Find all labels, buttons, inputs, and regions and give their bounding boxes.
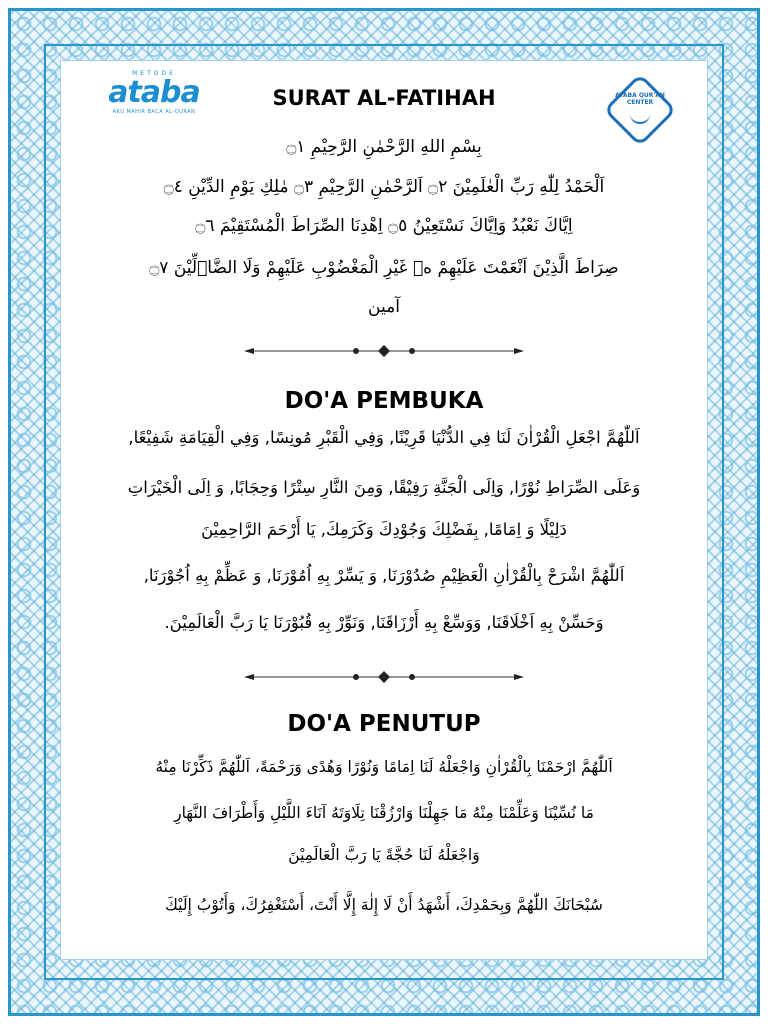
penutup-line-4: سُبْحَانَكَ اللّٰهُمَّ وَبِحَمْدِكَ، أَشْهَدُ أَنْ لَا إِلٰهَ إِلَّا أَنْتَ، أَسْتَغْفِرُكَ، وَأَتُوْبُ إِلَيْكَ [165, 896, 603, 914]
pembuka-line-5: وَحَسِّنْ بِهِ اَخْلَاقَنَا, وَوَسِّعْ بِهِ أَرْزَاقَنَا, وَنَوِّرْ بِهِ قُبُوْرَنَا يَا رَبَّ الْعَالَمِيْنَ. [164, 613, 604, 632]
ornament-divider-2 [244, 670, 524, 684]
logo-top-text: METODE [132, 70, 176, 77]
logo-badge-text: ATABA QUR'AN CENTER [615, 92, 665, 106]
fatihah-line-2: اَلْحَمْدُ لِلّٰهِ رَبِّ الْعٰلَمِيْنَ ۝٢ اَلرَّحْمٰنِ الرَّحِيْمِ ۝٣ مٰلِكِ يَوْمِ الدِّيْنِ ۝٤ [163, 177, 605, 197]
penutup-line-2: مَا نُسِّيْنَا وَعَلِّمْنَا مِنْهُ مَا جَهِلْنَا وَارْزُقْنَا تِلَاوَتَهُ آنَاءَ اللَّيْلِ وَأَطْرَافَ النَّهَارِ [174, 804, 594, 822]
pembuka-line-4: اَللّٰهُمَّ اشْرَحْ بِالْقُرْاٰنِ الْعَظِيْمِ صُدُوْرَنَا, وَ يَسِّرْ بِهِ اُمُوْرَنَا, وَ عَظِّمْ بِهِ اُجُوْرَنَا, [143, 566, 625, 585]
logo-brand-text: atаba [108, 75, 200, 110]
fatihah-line-3: اِيَّاكَ نَعْبُدُ وَاِيَّاكَ نَسْتَعِيْنُ ۝٥ اِهْدِنَا الصِّرَاطَ الْمُسْتَقِيْمَ ۝٦ [195, 216, 573, 236]
section-title-al-fatihah: SURAT AL-FATIHAH [272, 86, 496, 110]
ornament-divider-1 [244, 344, 524, 358]
fatihah-line-1: بِسْمِ اللهِ الرَّحْمٰنِ الرَّحِيْمِ ۝١ [286, 137, 482, 157]
pembuka-line-2: وَعَلَى الصِّرَاطِ نُوْرًا, وَاِلَى الْجَنَّةِ رَفِيْقًا, وَمِنَ النَّارِ سِتْرًا وَحِجَابًا, وَ اِلَى الْخَيْرَاتِ [127, 478, 641, 497]
fatihah-amin: آمين [368, 297, 400, 317]
pembuka-line-1: اَللّٰهُمَّ اجْعَلِ الْقُرْاٰنَ لَنَا فِي الدُّنْيَا قَرِيْنًا, وَفِي الْقَبْرِ مُونِسًا, وَفِي الْقِيَامَةِ شَفِيْعًا, [128, 428, 640, 447]
fatihah-line-4: صِرَاطَ الَّذِيْنَ اَنْعَمْتَ عَلَيْهِمْ ەۙ غَيْرِ الْمَغْضُوْبِ عَلَيْهِمْ وَلَا الضَّاۤلِّيْنَ ۝٧ [149, 258, 619, 278]
logo-tagline: AKU MAHIR BACA AL-QURAN [112, 109, 196, 115]
section-title-doa-pembuka: DO'A PEMBUKA [284, 388, 484, 414]
penutup-line-3: وَاجْعَلْهُ لَنَا حُجَّةً يَا رَبَّ الْعَالَمِيْنَ [288, 846, 480, 864]
section-title-doa-penutup: DO'A PENUTUP [287, 711, 481, 737]
penutup-line-1: اَللّٰهُمَّ ارْحَمْنَا بِالْقُرْاٰنِ وَاجْعَلْهُ لَنَا اِمَامًا وَنُوْرًا وَهُدًى وَرَحْمَةً، اَللّٰهُمَّ ذَكِّرْنَا مِنْهُ [155, 758, 613, 776]
pembuka-line-3: دَلِيْلًا وَ اِمَامًا, بِفَضْلِكَ وَجُوْدِكَ وَكَرَمِكَ, يَا أَرْحَمَ الرَّاحِمِيْنَ [201, 520, 567, 539]
